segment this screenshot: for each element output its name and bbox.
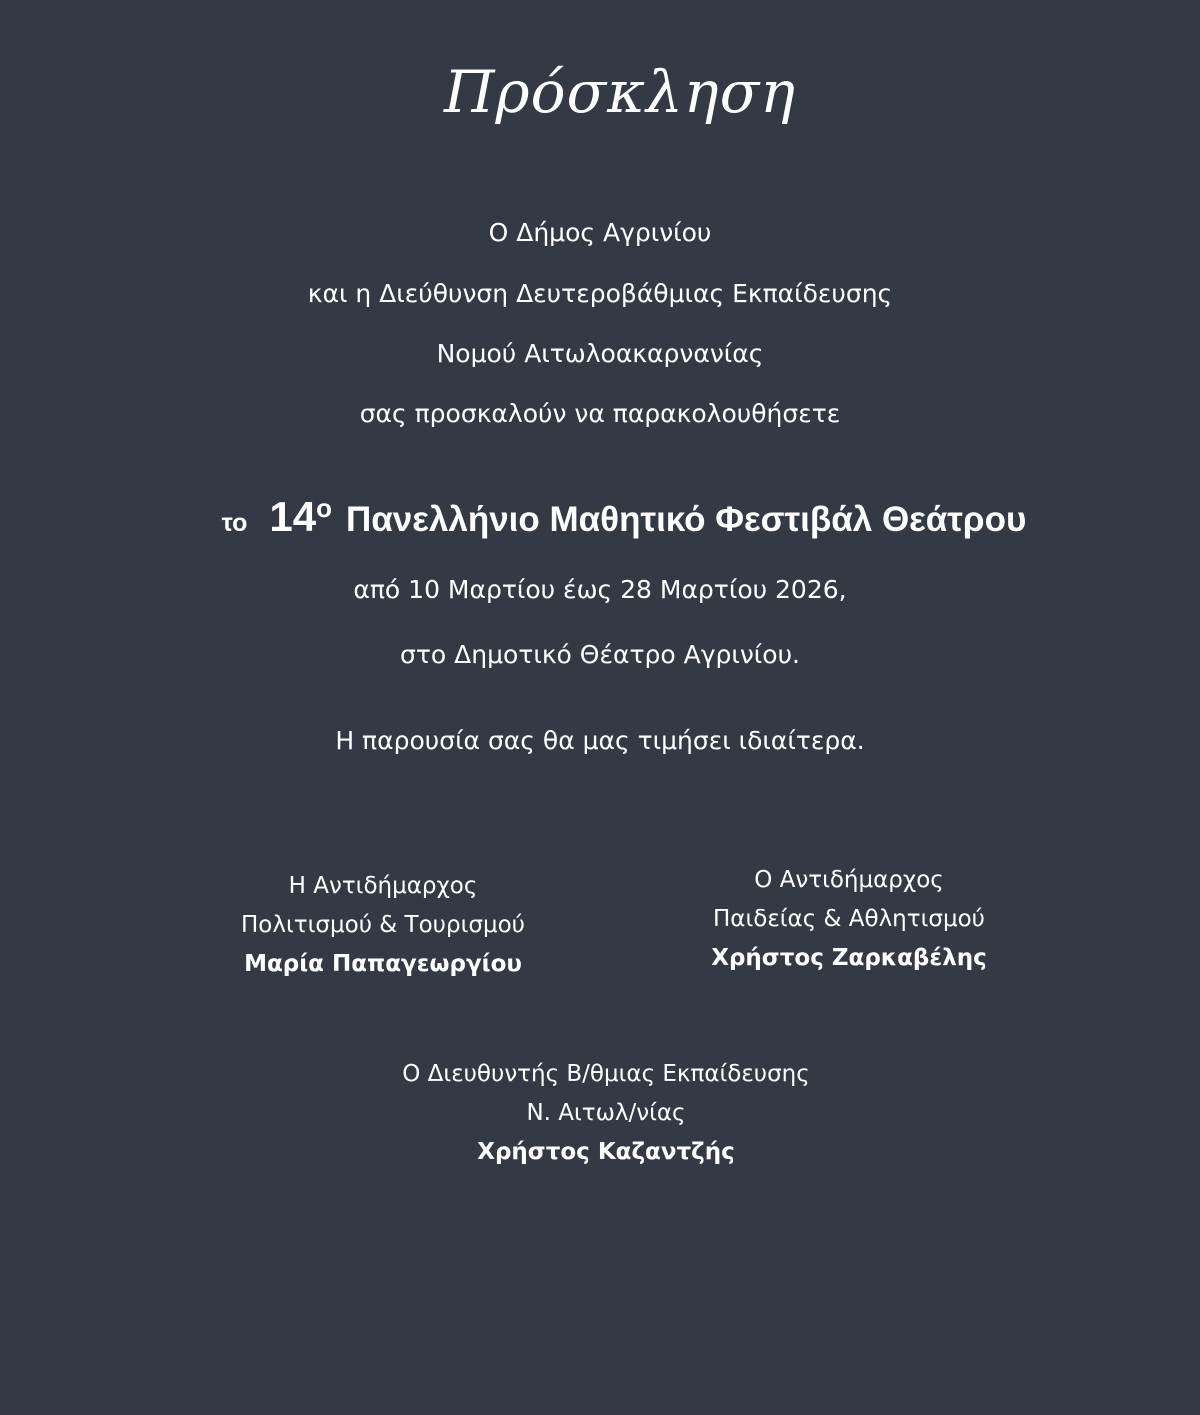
signatory-portfolio: Παιδείας & Αθλητισμού [713, 906, 985, 932]
signatory-role: Ο Διευθυντής Β/θμιας Εκπαίδευσης [402, 1061, 810, 1087]
signatory-education [649, 861, 1049, 978]
festival-venue: στο Δημοτικό Θέατρο Αγρινίου. [400, 640, 800, 669]
signatory-role: Η Αντιδήμαρχος [288, 873, 478, 899]
signatory-director [300, 1055, 912, 1172]
festival-article: το [221, 509, 248, 537]
festival-number: 14 [269, 493, 317, 540]
signatory-name: Μαρία Παπαγεωργίου [244, 951, 522, 977]
intro-line-prefecture: Νομού Αιτωλοακαρνανίας [436, 339, 764, 368]
festival-dates: από 10 Μαρτίου έως 28 Μαρτίου 2026, [353, 575, 847, 604]
signatory-culture [183, 867, 583, 984]
signatory-name: Χρήστος Καζαντζής [477, 1139, 735, 1165]
signatory-role: Ο Αντιδήμαρχος [754, 867, 944, 893]
intro-line-directorate: και η Διεύθυνση Δευτεροβάθμιας Εκπαίδευσης [307, 279, 893, 308]
festival-ordinal-mark: ο [316, 493, 333, 523]
signatory-name: Χρήστος Ζαρκαβέλης [711, 945, 987, 971]
closing-line: Η παρουσία σας θα μας τιμήσει ιδιαίτερα. [335, 726, 865, 755]
festival-name: Πανελλήνιο Μαθητικό Φεστιβάλ Θεάτρου [346, 500, 1027, 539]
festival-heading [24, 482, 1200, 553]
intro-line-municipality: Ο Δήμος Αγρινίου [488, 218, 712, 247]
signatory-portfolio: Ν. Αιτωλ/νίας [526, 1100, 686, 1126]
signatory-portfolio: Πολιτισμού & Τουρισμού [241, 912, 525, 938]
intro-line-invite: σας προσκαλούν να παρακολουθήσετε [359, 399, 841, 428]
invitation-title: Πρόσκληση [443, 58, 797, 126]
